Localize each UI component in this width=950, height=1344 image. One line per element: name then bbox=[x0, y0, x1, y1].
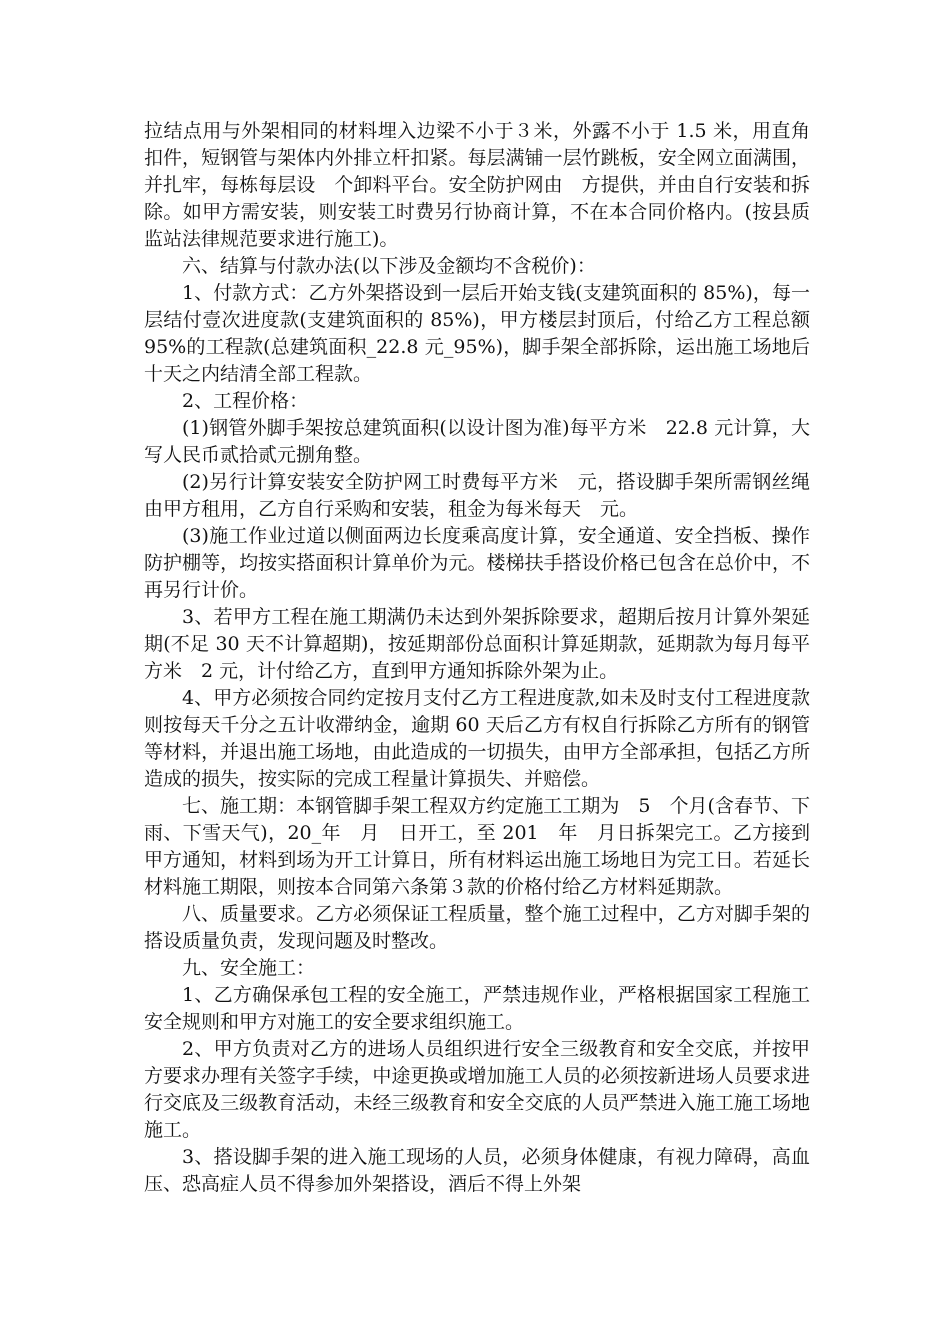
paragraph-payment-method: 1、付款方式：乙方外架搭设到一层后开始支钱(支建筑面积的 85%)，每一层结付壹次进度款(支建筑面积的 85%)，甲方楼层封顶后，付给乙方工程总额 95%的工程款(总建筑面积_22.8 元_95%)，脚手架全部拆除，运出施工场地后十天之内结清全部工程款。 bbox=[144, 282, 810, 385]
heading-project-price: 2、工程价格： bbox=[182, 390, 309, 412]
paragraph-scaffold-anchoring: 拉结点用与外架相同的材料埋入边梁不小于３米，外露不小于 1.5 米，用直角扣件，短钢管与架体内外排立杆扣紧。每层满铺一层竹跳板，安全网立面满围，并扎牢，每栋每层设 个卸料平台。安全防护网由 方提供，并由自行安装和拆除。如甲方需安装，则安装工时费另行协商计算，不在本合同价格内。(按县质监站法律规范要求进行施工)。 bbox=[144, 120, 810, 250]
paragraph-construction-period: 七、施工期：本钢管脚手架工程双方约定施工工期为 5 个月(含春节、下雨、下雪天气)，20_年 月 日开工，至 201 年 月日拆架完工。乙方接到甲方通知，材料到场为开工计算日，所有材料运出施工场地日为完工日。若延长材料施工期限，则按本合同第六条第３款的价格付给乙方材料延期款。 bbox=[144, 795, 810, 898]
document-page bbox=[144, 118, 810, 1198]
paragraph-late-payment: 4、甲方必须按合同约定按月支付乙方工程进度款,如未及时支付工程进度款则按每天千分之五计收滞纳金，逾期 60 天后乙方有权自行拆除乙方所有的钢管等材料，并退出施工场地，由此造成的一切损失，由甲方全部承担，包括乙方所造成的损失，按实际的完成工程量计算损失、并赔偿。 bbox=[144, 687, 810, 790]
paragraph-safety-item-1: 1、乙方确保承包工程的安全施工，严禁违规作业，严格根据国家工程施工安全规则和甲方对施工的安全要求组织施工。 bbox=[144, 984, 810, 1033]
paragraph-safety-item-2: 2、甲方负责对乙方的进场人员组织进行安全三级教育和安全交底，并按甲方要求办理有关签字手续，中途更换或增加施工人员的必须按新进场人员要求进行交底及三级教育活动，未经三级教育和安全交底的人员严禁进入施工施工场地施工。 bbox=[144, 1038, 810, 1141]
paragraph-safety-item-3: 3、搭设脚手架的进入施工现场的人员，必须身体健康，有视力障碍，高血压、恐高症人员不得参加外架搭设，酒后不得上外架 bbox=[144, 1146, 810, 1195]
paragraph-price-item-3: (3)施工作业过道以侧面两边长度乘高度计算，安全通道、安全挡板、操作防护棚等，均按实搭面积计算单价为元。楼梯扶手搭设价格已包含在总价中，不再另行计价。 bbox=[144, 525, 810, 601]
paragraph-quality-requirements: 八、质量要求。乙方必须保证工程质量，整个施工过程中，乙方对脚手架的搭设质量负责，发现问题及时整改。 bbox=[144, 903, 810, 952]
heading-safety-construction: 九、安全施工： bbox=[182, 957, 316, 979]
paragraph-price-item-1: (1)钢管外脚手架按总建筑面积(以设计图为准)每平方米 22.8 元计算，大写人民币贰拾贰元捌角整。 bbox=[144, 417, 810, 466]
paragraph-price-item-2: (2)另行计算安装安全防护网工时费每平方米 元，搭设脚手架所需钢丝绳由甲方租用，乙方自行采购和安装，租金为每米每天 元。 bbox=[144, 471, 810, 520]
paragraph-delay-fee: 3、若甲方工程在施工期满仍未达到外架拆除要求，超期后按月计算外架延期(不足 30 天不计算超期)，按延期部份总面积计算延期款，延期款为每月每平方米 2 元，计付给乙方，直到甲方通知拆除外架为止。 bbox=[144, 606, 810, 682]
heading-settlement-payment: 六、结算与付款办法(以下涉及金额均不含税价)： bbox=[182, 255, 596, 277]
